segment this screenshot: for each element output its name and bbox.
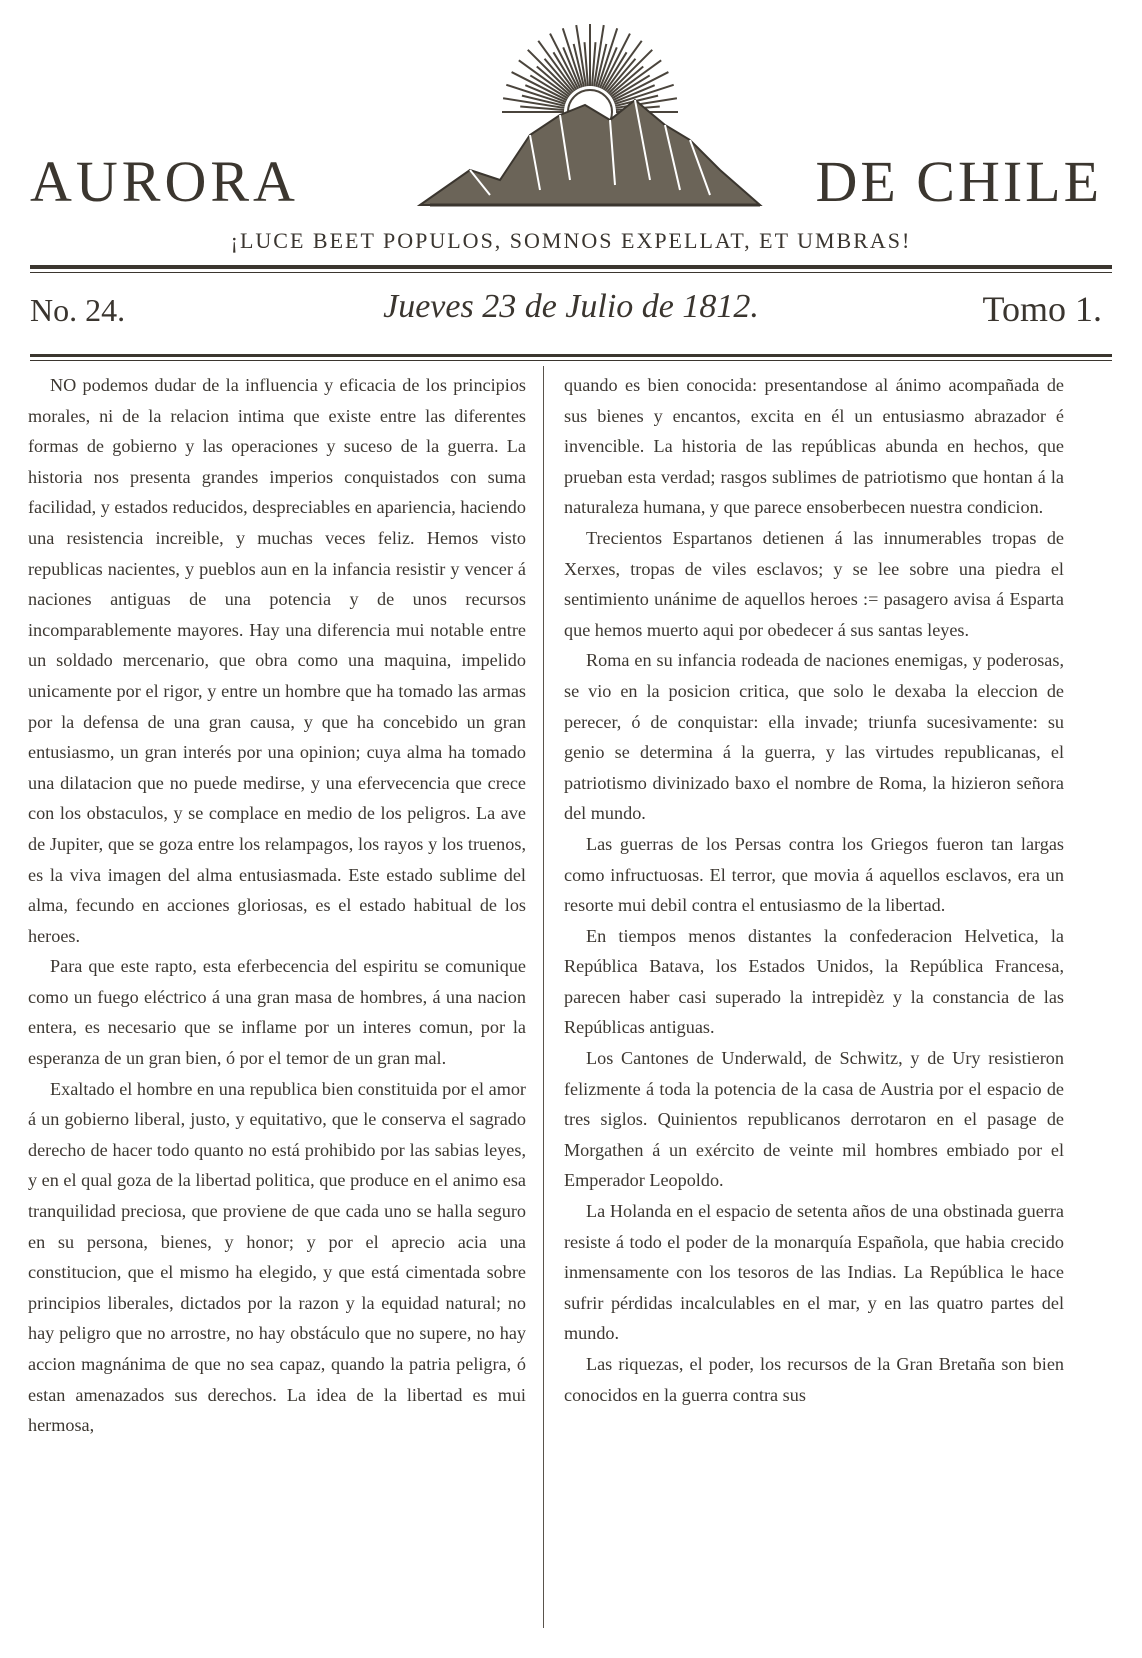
right-column: [564, 370, 1064, 1650]
dateline-rule-thin: [30, 360, 1112, 361]
paragraph: Trecientos Espartanos detienen á las innumerables tropas de Xerxes, tropas de viles esclavos; y se lee sobre una piedra el sentimiento unánime de aquellos heroes := pasagero avisa á Esparta que hemos muerto aqui por obedecer á sus santas leyes.: [564, 527, 1064, 640]
dateline-rule: [30, 354, 1112, 357]
paragraph: En tiempos menos distantes la confederacion Helvetica, la República Batava, los Estados Unidos, la República Francesa, parecen haber casi superado la intrepidèz y la constancia de las Repúblicas antiguas.: [564, 925, 1064, 1038]
paragraph: NO podemos dudar de la influencia y eficacia de los principios morales, ni de la relacion intima que existe entre las diferentes formas de gobierno y las operaciones y suceso de la guerra. La historia nos presenta grandes imperios conquistados con suma facilidad, y estados reducidos, despreciables en apariencia, haciendo una resistencia increible, y muchas veces feliz. Hemos visto republicas nacientes, y pueblos aun en la infancia resistir y vencer á naciones antiguas de una potencia y de unos recursos incomparablemente mayores. Hay una diferencia mui notable entre un soldado mercenario, que obra como una maquina, impelido unicamente por el rigor, y entre un hombre que ha tomado las armas por la defensa de una gran causa, y que ha concebido un gran entusiasmo, un gran interés por una opinion; cuya alma ha tomado una dilatacion que no puede medirse, y una efervecencia que crece con los obstaculos, y se complace en medio de los peligros. La ave de Jupiter, que se goza entre los relampagos, los rayos y los truenos, es la viva imagen del alma entusiasmada. Este estado sublime del alma, fecundo en acciones gloriosas, es el estado habitual de los heroes.: [28, 375, 526, 946]
paragraph: Exaltado el hombre en una republica bien constituida por el amor á un gobierno liberal, justo, y equitativo, que le conserva el sagrado derecho de hacer todo quanto no está prohibido por las sabias leyes, y en el qual goza de la libertad politica, que produce en el animo esa tranquilidad preciosa, que proviene de que cada uno se halla seguro en su persona, bienes, y honor; y por el aprecio acia una constitucion, que el mismo ha elegido, y que está cimentada sobre principios liberales, dictados por la razon y la equidad natural; no hay peligro que no arrostre, no hay obstáculo que no supere, no hay accion magnánima de que no sea capaz, quando la patria peligra, ó estan amenazados sus derechos. La idea de la libertad es mui hermosa,: [28, 1078, 526, 1436]
top-rule-thin: [30, 272, 1112, 273]
masthead-title-right: DE CHILE: [815, 149, 1102, 214]
issue-date: Jueves 23 de Julio de 1812.: [383, 288, 759, 325]
paragraph: Las riquezas, el poder, los recursos de la Gran Bretaña son bien conocidos en la guerra contra sus: [564, 1354, 1064, 1405]
paragraph: La Holanda en el espacio de setenta años de una obstinada guerra resiste á todo el poder de la monarquía Española, que habia crecido inmensamente con los tesoros de las Indias. La República le hace sufrir pérdidas incalculables en el mar, y en las quatro partes del mundo.: [564, 1201, 1064, 1344]
volume-number: Tomo 1.: [982, 289, 1102, 329]
paragraph: Las guerras de los Persas contra los Griegos fueron tan largas como infructuosas. El terror, que movia á aquellos esclavos, era un resorte mui debil contra el entusiasmo de la libertad.: [564, 833, 1064, 916]
masthead-title-left: AURORA: [30, 149, 299, 214]
sunrise-mountains-emblem: [410, 20, 770, 220]
paragraph: Roma en su infancia rodeada de naciones enemigas, y poderosas, se vio en la posicion critica, que solo le dexaba la eleccion de perecer, ó de conquistar: ella invade; triunfa sucesivamente: su genio se determina á la guerra, y las virtudes republicanas, el patriotismo divinizado baxo el nombre de Roma, la hizieron señora del mundo.: [564, 650, 1064, 824]
paragraph: quando es bien conocida: presentandose al ánimo acompañada de sus bienes y encantos, excita en él un entusiasmo abrazador é invencible. La historia de las repúblicas abunda en hechos, que prueban esta verdad; rasgos sublimes de patriotismo que hontan á la naturaleza humana, y que parece ensoberbecen nuestra condicion.: [564, 375, 1064, 518]
column-divider: [543, 366, 544, 1628]
paragraph: Para que este rapto, esta eferbecencia del espiritu se comunique como un fuego eléctrico á una gran masa de hombres, á una nacion entera, es necesario que se inflame por un interes comun, por la esperanza de un gran bien, ó por el temor de un gran mal.: [28, 956, 526, 1069]
left-column: [28, 370, 526, 1650]
top-rule: [30, 265, 1112, 269]
dateline: [30, 288, 1112, 338]
masthead-motto: ¡LUCE BEET POPULOS, SOMNOS EXPELLAT, ET UMBRAS!: [230, 228, 912, 253]
paragraph: Los Cantones de Underwald, de Schwitz, y de Ury resistieron felizmente á toda la potencia de la casa de Austria por el espacio de tres siglos. Quinientos republicanos derrotaron en el pasage de Morgathen á un exército de veinte mil hombres embiado por el Emperador Leopoldo.: [564, 1048, 1064, 1191]
issue-number: No. 24.: [30, 292, 126, 328]
